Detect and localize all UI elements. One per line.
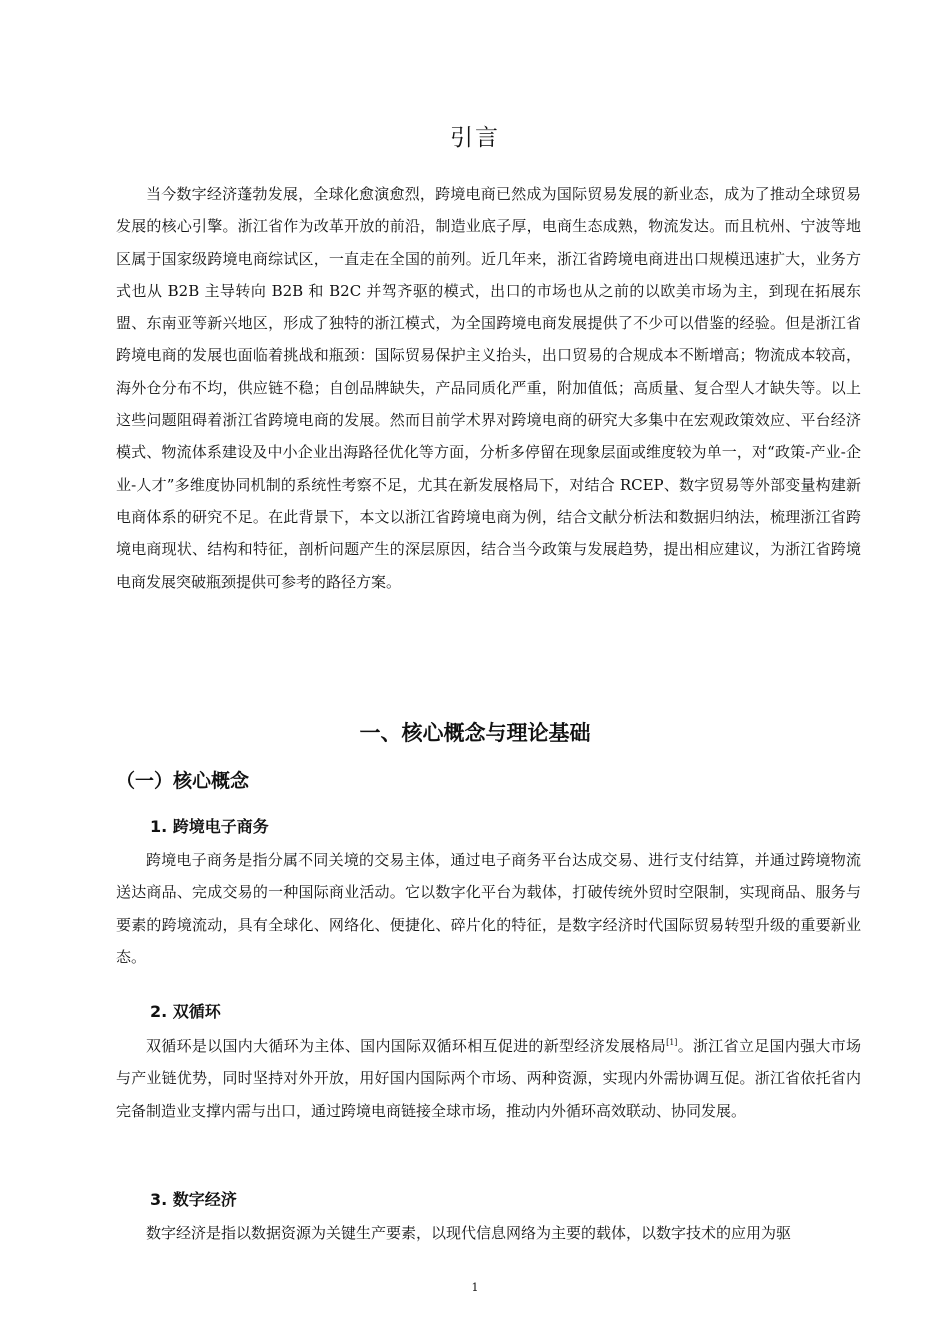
subsection-paragraph-2-text-a: 双循环是以国内大循环为主体、国内国际双循环相互促进的新型经济发展格局: [146, 1037, 667, 1055]
subsection-paragraph-2: [116, 1030, 861, 1127]
subsection-heading-1: 1. 跨境电子商务: [150, 817, 269, 836]
intro-paragraph: 当今数字经济蓬勃发展，全球化愈演愈烈，跨境电商已然成为国际贸易发展的新业态，成为了推动全球贸易发展的核心引擎。浙江省作为改革开放的前沿，制造业底子厚，电商生态成熟，物流发达。而且杭州、宁波等地区属于国家级跨境电商综试区，一直走在全国的前列。近几年来，浙江省跨境电商进出口规模迅速扩大，业务方式也从 B2B 主导转向 B2B 和 B2C 并驾齐驱的模式，出口的市场也从之前的以欧美市场为主，到现在拓展东盟、东南亚等新兴地区，形成了独特的浙江模式，为全国跨境电商发展提供了不少可以借鉴的经验。但是浙江省跨境电商的发展也面临着挑战和瓶颈：国际贸易保护主义抬头，出口贸易的合规成本不断增高；物流成本较高，海外仓分布不均，供应链不稳；自创品牌缺失，产品同质化严重，附加值低；高质量、复合型人才缺失等。以上这些问题阻碍着浙江省跨境电商的发展。然而目前学术界对跨境电商的研究大多集中在宏观政策效应、平台经济模式、物流体系建设及中小企业出海路径优化等方面，分析多停留在现象层面或维度较为单一，对“政策-产业-企业-人才”多维度协同机制的系统性考察不足，尤其在新发展格局下，对结合 RCEP、数字贸易等外部变量构建新电商体系的研究不足。在此背景下，本文以浙江省跨境电商为例，结合文献分析法和数据归纳法，梳理浙江省跨境电商现状、结构和特征，剖析问题产生的深层原因，结合当今政策与发展趋势，提出相应建议，为浙江省跨境电商发展突破瓶颈提供可参考的路径方案。: [116, 185, 861, 591]
section-heading: （一）核心概念: [116, 770, 250, 792]
subsection-heading-2: 2. 双循环: [150, 1002, 221, 1021]
subsection-heading-3: 3. 数字经济: [150, 1190, 237, 1209]
chapter-heading: 一、核心概念与理论基础: [359, 721, 591, 745]
page-title: 引言: [450, 125, 500, 151]
page-number: 1: [471, 1281, 479, 1294]
subsection-paragraph-2-text-b: 。浙江省立足国内强大市场与产业链优势，同时坚持对外开放，用好国内国际两个市场、两种资源，实现内外需协调互促。浙江省依托省内完备制造业支撑内需与出口，通过跨境电商链接全球市场，推动内外循环高效联动、协同发展。: [116, 1037, 861, 1120]
citation-reference: [1]: [666, 1038, 678, 1047]
subsection-paragraph-3: 数字经济是指以数据资源为关键生产要素，以现代信息网络为主要的载体，以数字技术的应用为驱: [146, 1224, 792, 1242]
subsection-paragraph-1: 跨境电子商务是指分属不同关境的交易主体，通过电子商务平台达成交易、进行支付结算，并通过跨境物流送达商品、完成交易的一种国际商业活动。它以数字化平台为载体，打破传统外贸时空限制，实现商品、服务与要素的跨境流动，具有全球化、网络化、便捷化、碎片化的特征，是数字经济时代国际贸易转型升级的重要新业态。: [116, 851, 861, 966]
